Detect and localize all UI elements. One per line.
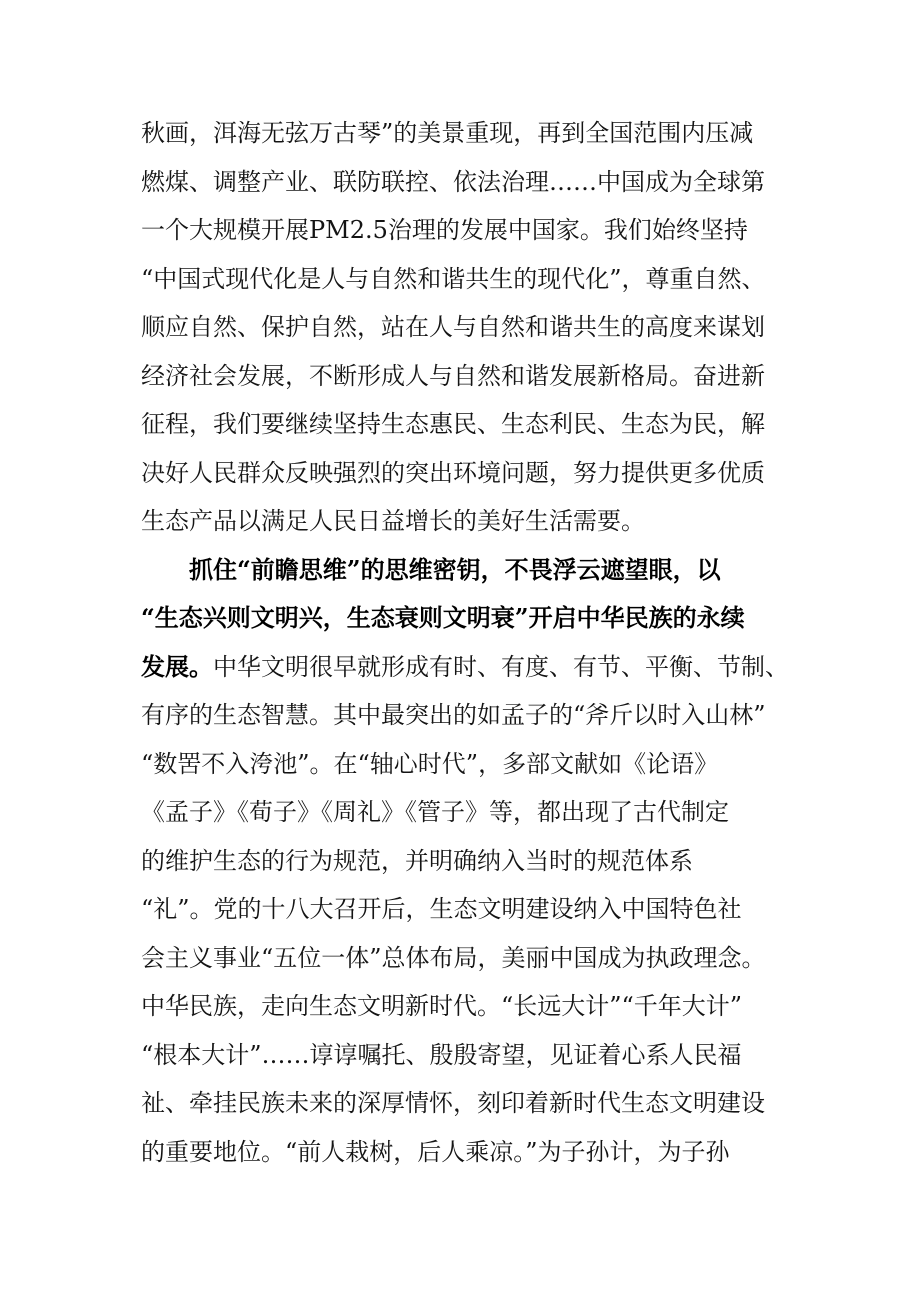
- text-segment: 一个大规模开展PM2.5治理的发展中国家。我们始终坚持: [141, 216, 748, 244]
- text-line: [141, 986, 801, 1026]
- text-line: [141, 453, 801, 493]
- text-segment: 中华民族，走向生态文明新时代。“长远大计”“千年大计”: [141, 992, 743, 1020]
- text-line: [141, 1035, 801, 1075]
- text-segment: “数罟不入洿池”。在“轴心时代”，多部文献如《论语》: [141, 749, 719, 778]
- bold-text-segment: “生态兴则文明兴，生态衰则文明衰”开启中华民族的永续: [141, 603, 745, 632]
- bold-text-segment: 抓住“前瞻思维”的思维密钥，不畏浮云遮望眼，以: [141, 554, 721, 584]
- text-segment: “根本大计”……谆谆嘱托、殷殷寄望，见证着心系人民福: [141, 1040, 742, 1069]
- text-line: [141, 1132, 801, 1172]
- text-line: [141, 113, 801, 153]
- text-segment: 生态产品以满足人民日益增长的美好生活需要。: [141, 507, 645, 535]
- text-line: [141, 550, 801, 590]
- text-segment: 燃煤、调整产业、联防联控、依法治理……中国成为全球第: [141, 167, 765, 196]
- text-segment: “中国式现代化是人与自然和谐共生的现代化”，尊重自然、: [141, 264, 766, 293]
- text-segment: 有序的生态智慧。其中最突出的如孟子的“斧斤以时入山林”: [141, 701, 766, 729]
- text-segment: 顺应自然、保护自然，站在人与自然和谐共生的高度来谋划: [141, 313, 765, 341]
- text-line: [141, 889, 801, 929]
- text-segment: 征程，我们要继续坚持生态惠民、生态利民、生态为民，解: [141, 410, 765, 438]
- text-segment: 秋画，洱海无弦万古琴”的美景重现，再到全国范围内压减: [141, 119, 754, 147]
- text-segment: 《孟子》《荀子》《周礼》《管子》等，都出现了古代制定: [141, 798, 729, 826]
- text-line: [141, 1083, 801, 1123]
- text-line: [141, 841, 801, 881]
- text-segment: 祉、牵挂民族未来的深厚情怀，刻印着新时代生态文明建设: [141, 1089, 765, 1117]
- text-line: [141, 744, 801, 784]
- text-segment: 的重要地位。“前人栽树，后人乘凉。”为子孙计，为子孙: [141, 1137, 730, 1166]
- text-line: [141, 598, 801, 638]
- text-line: [141, 647, 801, 687]
- text-line: [141, 259, 801, 299]
- text-line: [141, 356, 801, 396]
- text-line: [141, 501, 801, 541]
- text-line: [141, 938, 801, 978]
- text-segment: 决好人民群众反映强烈的突出环境问题，努力提供更多优质: [141, 458, 765, 487]
- text-line: [141, 210, 801, 250]
- text-line: [141, 307, 801, 347]
- text-line: [141, 792, 801, 832]
- text-line: [141, 162, 801, 202]
- text-segment: 经济社会发展，不断形成人与自然和谐发展新格局。奋进新: [141, 361, 765, 390]
- text-segment: 中华文明很早就形成有时、有度、有节、平衡、节制、: [213, 652, 789, 681]
- text-segment: “礼”。党的十八大召开后，生态文明建设纳入中国特色社: [141, 895, 742, 923]
- text-segment: 会主义事业“五位一体”总体布局，美丽中国成为执政理念。: [141, 943, 766, 972]
- text-segment: 的维护生态的行为规范，并明确纳入当时的规范体系: [141, 846, 693, 875]
- bold-text-segment: 发展。: [141, 651, 213, 681]
- text-line: [141, 404, 801, 444]
- text-line: [141, 695, 801, 735]
